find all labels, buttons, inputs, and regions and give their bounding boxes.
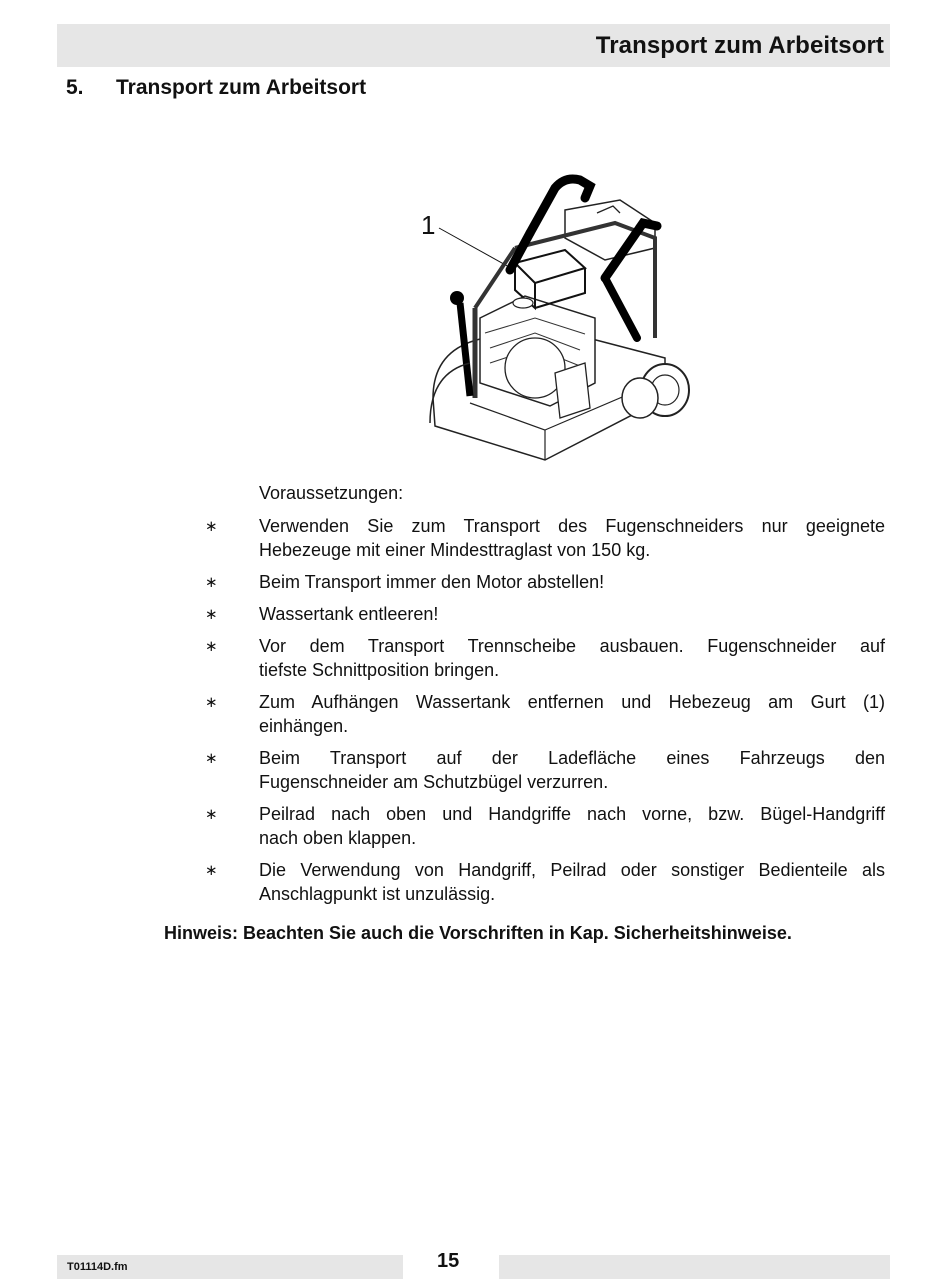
header-title: Transport zum Arbeitsort — [595, 32, 884, 59]
list-item — [205, 634, 885, 682]
header-bar — [57, 24, 890, 67]
list-item — [205, 514, 885, 562]
list-item-line: Die Verwendung von Handgriff, Peilrad oder sonstiger Bedienteile als — [259, 860, 885, 880]
list-item — [205, 858, 885, 906]
list-item — [205, 690, 885, 738]
footer-right-bar — [499, 1255, 890, 1279]
callout-label: 1 — [421, 210, 436, 240]
list-item-line: Zum Aufhängen Wassertank entfernen und Hebezeug am Gurt (1) — [259, 692, 885, 712]
list-item — [205, 802, 885, 850]
list-item-line: Verwenden Sie zum Transport des Fugenschneiders nur geeignete — [259, 516, 885, 536]
bullet-icon: ∗ — [205, 574, 218, 591]
list-item-line: einhängen. — [259, 716, 349, 736]
list-item-line: Anschlagpunkt ist unzulässig. — [259, 884, 496, 904]
section-number: 5. — [66, 76, 84, 99]
list-item-line: tiefste Schnittposition bringen. — [259, 660, 500, 680]
list-item-line: nach oben klappen. — [259, 828, 417, 848]
list-item-line: Beim Transport auf der Ladefläche eines Fahrzeugs den — [259, 748, 885, 768]
footer-file-name: T01114D.fm — [67, 1261, 128, 1273]
joint-cutter-illustration — [415, 168, 695, 468]
list-item-line: Wassertank entleeren! — [259, 604, 439, 624]
list-item-line: Peilrad nach oben und Handgriffe nach vorne, bzw. Bügel-Handgriff — [259, 804, 885, 824]
list-item-line: Fugenschneider am Schutzbügel verzurren. — [259, 772, 609, 792]
bullet-icon: ∗ — [205, 518, 218, 535]
bullet-icon: ∗ — [205, 694, 218, 711]
safety-hint: Hinweis: Beachten Sie auch die Vorschriften in Kap. Sicherheitshinweise. — [164, 923, 792, 943]
section-heading — [66, 76, 366, 100]
page-number: 15 — [437, 1250, 460, 1272]
prerequisites-list — [205, 514, 885, 914]
list-item-line: Vor dem Transport Trennscheibe ausbauen. Fugenschneider auf — [259, 636, 885, 656]
bullet-icon: ∗ — [205, 638, 218, 655]
bullet-icon: ∗ — [205, 862, 218, 879]
list-item — [205, 570, 885, 594]
bullet-icon: ∗ — [205, 806, 218, 823]
list-item-line: Hebezeuge mit einer Mindesttraglast von 150 kg. — [259, 540, 651, 560]
section-title: Transport zum Arbeitsort — [116, 76, 367, 99]
footer-left-bar — [57, 1255, 403, 1279]
list-item — [205, 602, 885, 626]
list-item — [205, 746, 885, 794]
bullet-icon: ∗ — [205, 606, 218, 623]
prerequisites-label: Voraussetzungen: — [259, 483, 404, 503]
bullet-icon: ∗ — [205, 750, 218, 767]
joint-cutter-figure — [415, 168, 695, 468]
list-item-line: Beim Transport immer den Motor abstellen! — [259, 572, 605, 592]
